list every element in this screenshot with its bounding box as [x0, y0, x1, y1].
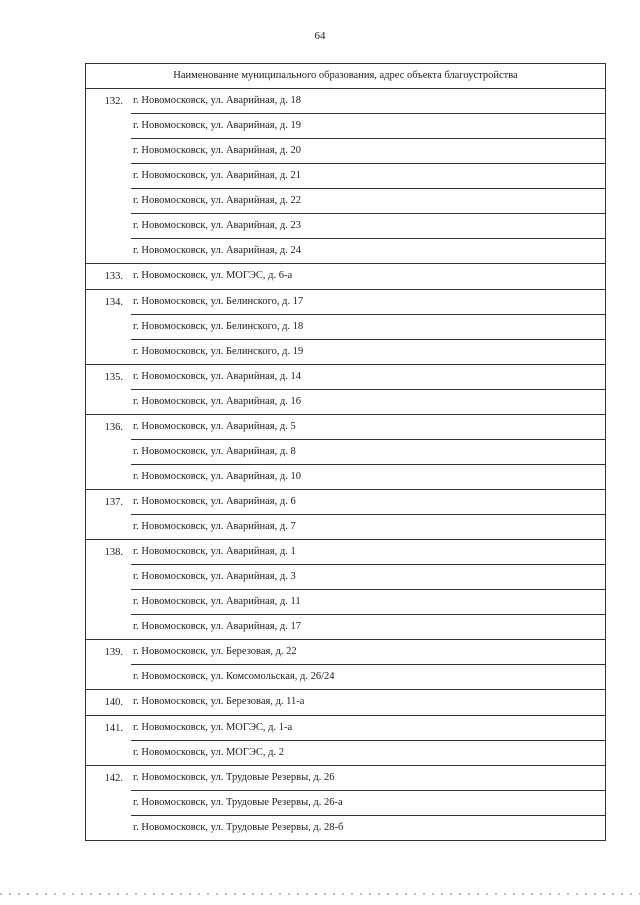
row-number: 141. — [104, 723, 123, 734]
row-number-cell — [86, 540, 131, 639]
address-row: г. Новомосковск, ул. МОГЭС, д. 1-а — [131, 716, 605, 741]
address-row: г. Новомосковск, ул. Трудовые Резервы, д. 26-а — [131, 791, 605, 816]
address-row: г. Новомосковск, ул. Аварийная, д. 19 — [131, 114, 605, 139]
address-cell — [131, 490, 605, 539]
table-row-group — [86, 89, 605, 264]
address-row: г. Новомосковск, ул. Комсомольская, д. 26/24 — [133, 671, 335, 682]
address-row: г. Новомосковск, ул. Аварийная, д. 10 — [133, 471, 301, 482]
row-number-cell — [86, 716, 131, 765]
address-row: г. Новомосковск, ул. Аварийная, д. 14 — [131, 365, 605, 390]
row-number-cell — [86, 290, 131, 364]
table-row-group — [86, 264, 605, 290]
address-row: г. Новомосковск, ул. Аварийная, д. 16 — [133, 396, 301, 407]
address-row: г. Новомосковск, ул. МОГЭС, д. 6-а — [133, 270, 293, 281]
row-number: 136. — [104, 422, 123, 433]
addresses-table — [85, 63, 606, 841]
row-number-cell — [86, 89, 131, 263]
address-row: г. Новомосковск, ул. Аварийная, д. 7 — [133, 521, 296, 532]
address-row: г. Новомосковск, ул. Аварийная, д. 23 — [131, 214, 605, 239]
address-row: г. Новомосковск, ул. Трудовые Резервы, д. 26 — [131, 766, 605, 791]
address-row: г. Новомосковск, ул. Аварийная, д. 20 — [131, 139, 605, 164]
row-number-cell — [86, 690, 131, 715]
address-row: г. Новомосковск, ул. Аварийная, д. 21 — [131, 164, 605, 189]
address-row: г. Новомосковск, ул. Белинского, д. 18 — [131, 315, 605, 340]
row-number-cell — [86, 415, 131, 489]
row-number: 132. — [104, 96, 123, 107]
table-header: Наименование муниципального образования, адрес объекта благоустройства — [86, 64, 605, 89]
table-row-group — [86, 415, 605, 490]
table-row-group — [86, 716, 605, 766]
table-row-group — [86, 766, 605, 841]
row-number: 135. — [104, 372, 123, 383]
address-cell — [131, 365, 605, 414]
address-row: г. Новомосковск, ул. Аварийная, д. 3 — [131, 565, 605, 590]
table-row-group — [86, 290, 605, 365]
table-row-group — [86, 640, 605, 690]
address-cell — [131, 640, 605, 689]
address-row: г. Новомосковск, ул. Аварийная, д. 11 — [131, 590, 605, 615]
row-number-cell — [86, 766, 131, 840]
address-row: г. Новомосковск, ул. Аварийная, д. 5 — [131, 415, 605, 440]
row-number-cell — [86, 490, 131, 539]
table-row-group — [86, 365, 605, 415]
address-row: г. Новомосковск, ул. Аварийная, д. 1 — [131, 540, 605, 565]
row-number: 138. — [104, 547, 123, 558]
row-number: 140. — [104, 697, 123, 708]
address-row: г. Новомосковск, ул. Аварийная, д. 8 — [131, 440, 605, 465]
address-row: г. Новомосковск, ул. Аварийная, д. 17 — [133, 621, 301, 632]
row-number: 137. — [104, 497, 123, 508]
page-number: 64 — [314, 30, 326, 42]
address-cell — [131, 690, 605, 715]
table-row-group — [86, 540, 605, 640]
address-cell — [131, 264, 605, 289]
address-row: г. Новомосковск, ул. Березовая, д. 22 — [131, 640, 605, 665]
address-row: г. Новомосковск, ул. Аварийная, д. 22 — [131, 189, 605, 214]
row-number: 139. — [104, 647, 123, 658]
table-row-group — [86, 690, 605, 716]
row-number-cell — [86, 640, 131, 689]
address-row: г. Новомосковск, ул. Аварийная, д. 6 — [131, 490, 605, 515]
address-row: г. Новомосковск, ул. Белинского, д. 17 — [131, 290, 605, 315]
address-row: г. Новомосковск, ул. Белинского, д. 19 — [133, 346, 304, 357]
scan-artifact-line — [0, 893, 640, 895]
address-row: г. Новомосковск, ул. Березовая, д. 11-а — [133, 696, 305, 707]
row-number: 133. — [104, 271, 123, 282]
address-row: г. Новомосковск, ул. Аварийная, д. 18 — [131, 89, 605, 114]
address-cell — [131, 766, 605, 840]
row-number-cell — [86, 365, 131, 414]
address-cell — [131, 716, 605, 765]
address-cell — [131, 290, 605, 364]
address-row: г. Новомосковск, ул. Аварийная, д. 24 — [133, 245, 301, 256]
table-body — [86, 89, 605, 841]
address-cell — [131, 540, 605, 639]
row-number: 142. — [104, 773, 123, 784]
row-number-cell — [86, 264, 131, 289]
table-row-group — [86, 490, 605, 540]
address-cell — [131, 89, 605, 263]
address-cell — [131, 415, 605, 489]
address-row: г. Новомосковск, ул. Трудовые Резервы, д. 28-б — [133, 822, 344, 833]
address-row: г. Новомосковск, ул. МОГЭС, д. 2 — [133, 747, 284, 758]
row-number: 134. — [104, 297, 123, 308]
